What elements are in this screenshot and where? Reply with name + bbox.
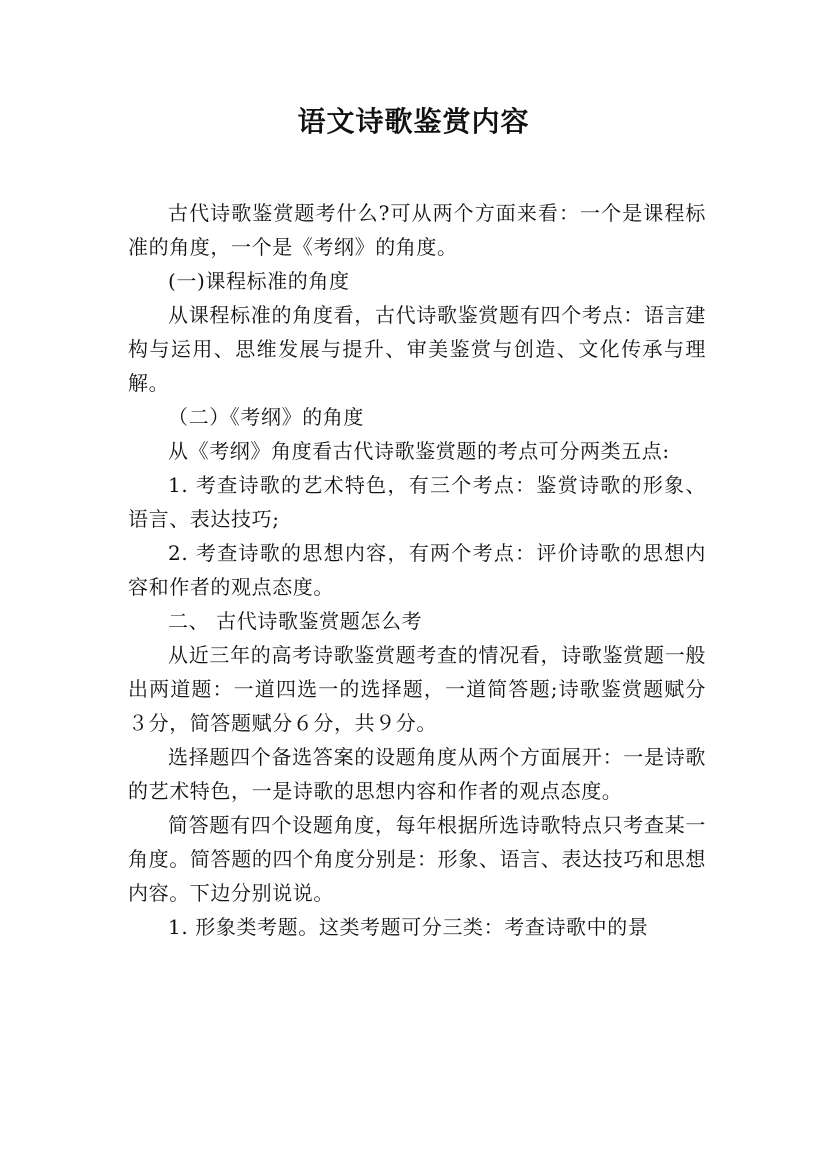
document-body	[128, 196, 706, 944]
section-heading: (一)课程标准的角度	[168, 269, 350, 293]
paragraph: 从《考纲》角度看古代诗歌鉴赏题的考点可分两类五点:	[168, 439, 670, 463]
paragraph: 古代诗歌鉴赏题考什么?可从两个方面来看：一个是课程标准的角度，一个是《考纲》的角度。	[128, 201, 706, 259]
list-item: 2. 考查诗歌的思想内容，有两个考点：评价诗歌的思想内容和作者的观点态度。	[128, 541, 706, 599]
paragraph: 从近三年的高考诗歌鉴赏题考查的情况看，诗歌鉴赏题一般出两道题：一道四选一的选择题，一道简答题;诗歌鉴赏题赋分３分，简答题赋分６分，共９分。	[128, 643, 706, 735]
paragraph: 从课程标准的角度看，古代诗歌鉴赏题有四个考点：语言建构与运用、思维发展与提升、审美鉴赏与创造、文化传承与理解。	[128, 303, 706, 395]
paragraph: 选择题四个备选答案的设题角度从两个方面展开：一是诗歌的艺术特色，一是诗歌的思想内容和作者的观点态度。	[128, 745, 706, 803]
section-heading: （二）《考纲》的角度	[168, 405, 364, 429]
section-heading: 二、 古代诗歌鉴赏题怎么考	[168, 609, 423, 633]
list-item: 1. 形象类考题。这类考题可分三类：考查诗歌中的景	[168, 915, 649, 939]
list-item: 1. 考查诗歌的艺术特色，有三个考点：鉴赏诗歌的形象、语言、表达技巧;	[128, 473, 706, 531]
paragraph: 简答题有四个设题角度，每年根据所选诗歌特点只考查某一角度。简答题的四个角度分别是：形象、语言、表达技巧和思想内容。下边分别说说。	[128, 813, 706, 905]
document-title: 语文诗歌鉴赏内容	[297, 105, 530, 138]
